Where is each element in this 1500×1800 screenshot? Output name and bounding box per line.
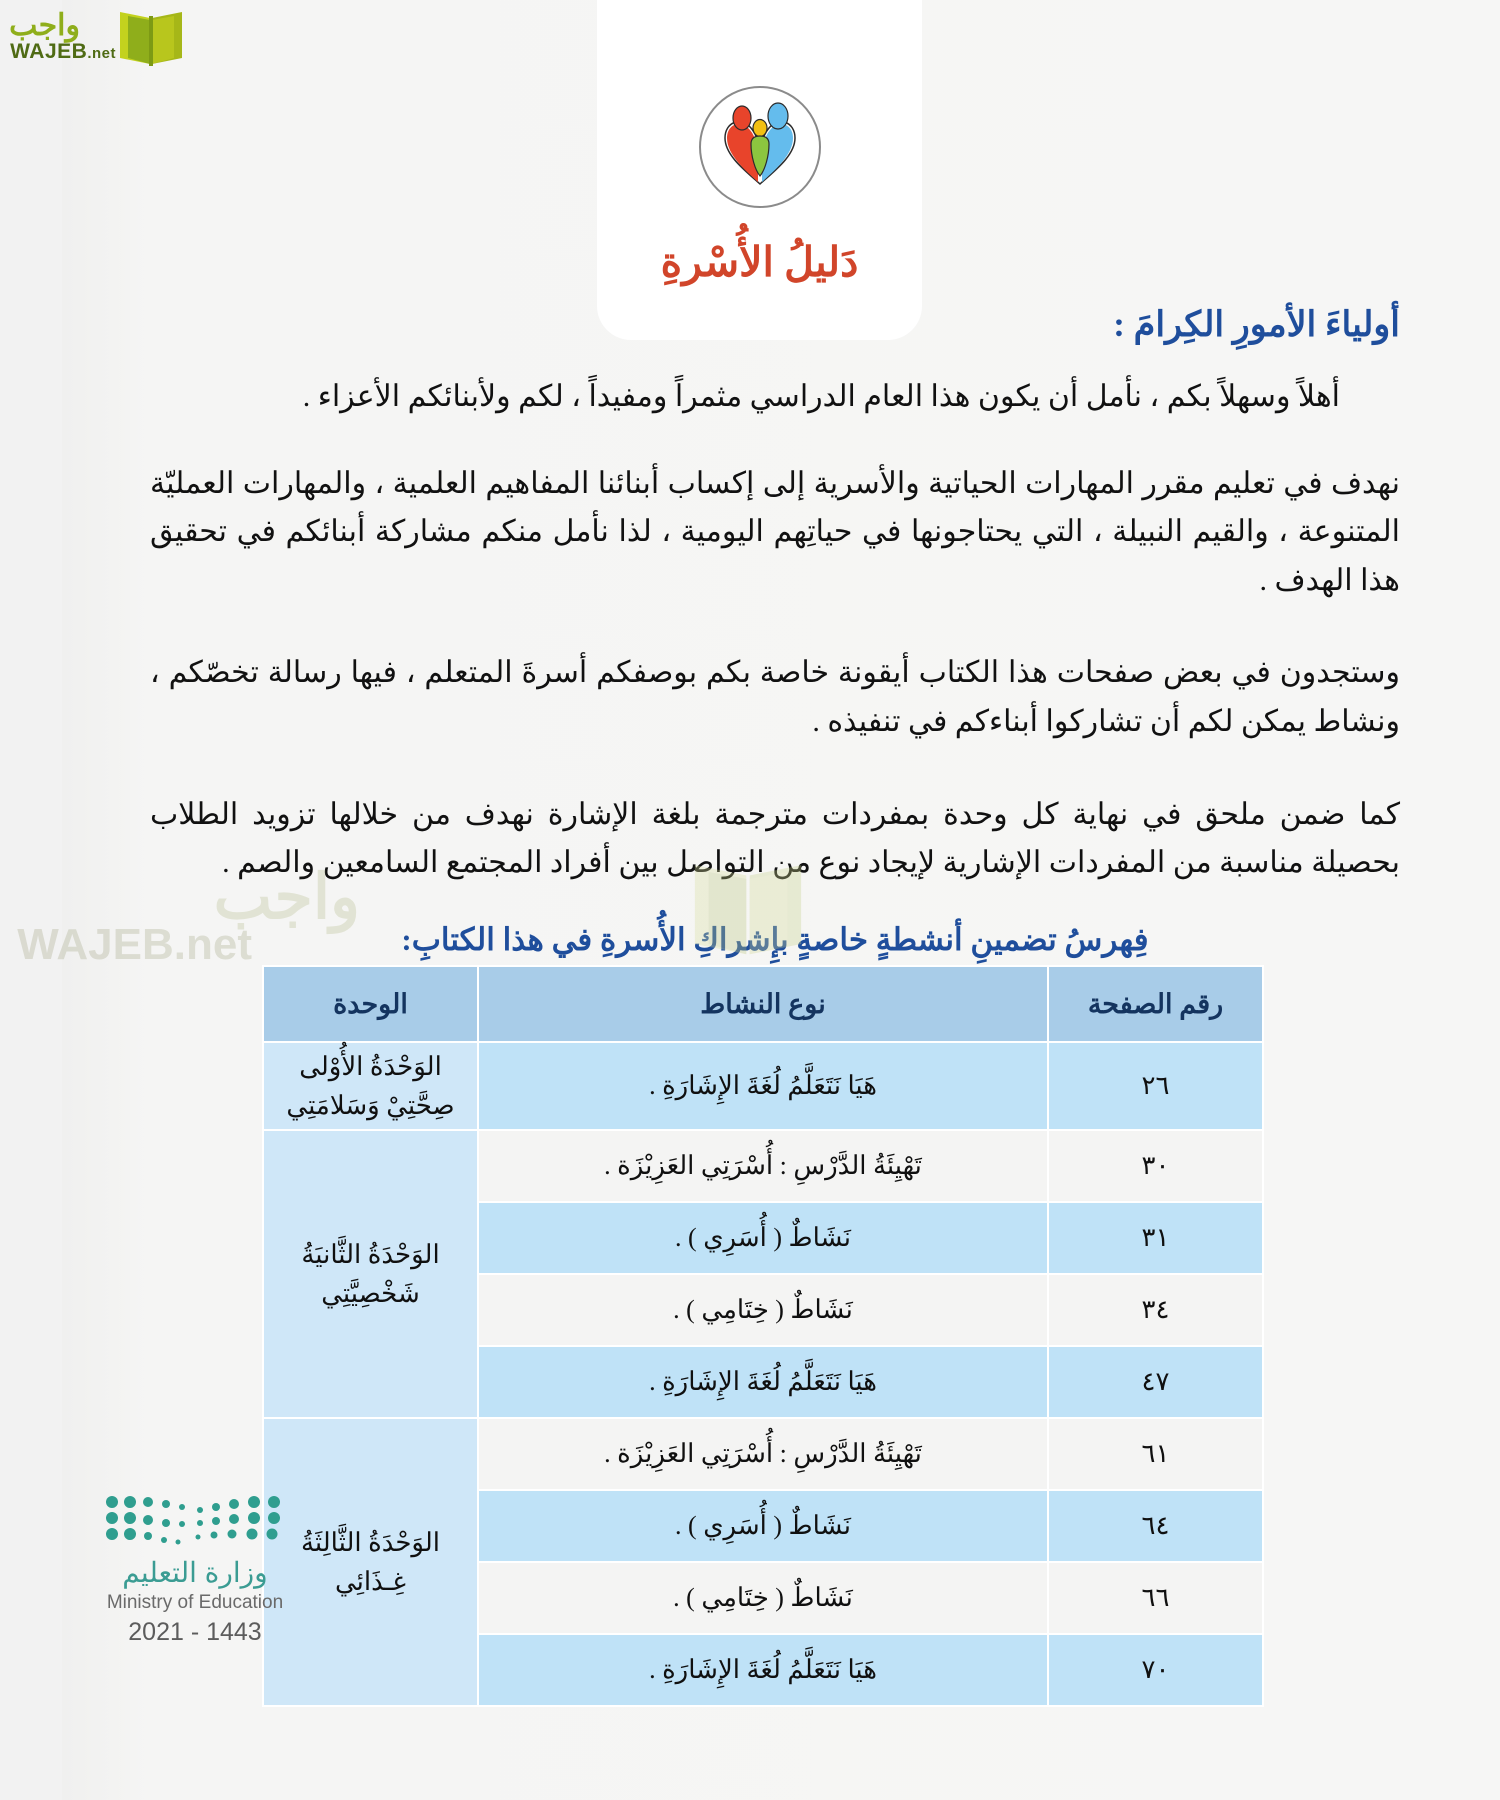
column-header-activity: نوع النشاط (478, 966, 1048, 1042)
cell-page-number: ٤٧ (1048, 1346, 1263, 1418)
letter-paragraph-1: أهلاً وسهلاً بكم ، نأمل أن يكون هذا العام الدراسي مثمراً ومفيداً ، لكم ولأبنائكم الأعزاء . (302, 380, 1340, 413)
cell-page-number: ٢٦ (1048, 1042, 1263, 1130)
cell-activity-type: نَشَاطٌ ( خِتَامِي ) . (478, 1562, 1048, 1634)
cell-activity-type: هَيَا نَتَعَلَّمُ لُغَةَ الإِشَارَةِ . (478, 1042, 1048, 1130)
cell-activity-type: نَشَاطٌ ( أُسَرِي ) . (478, 1490, 1048, 1562)
cell-activity-type: هَيَا نَتَعَلَّمُ لُغَةَ الإِشَارَةِ . (478, 1346, 1048, 1418)
letter-paragraph-4: كما ضمن ملحق في نهاية كل وحدة بمفردات مترجمة بلغة الإشارة نهدف من خلالها تزويد الطلاب بحصيلة مناسبة من المفردات الإشارية لإيجاد نوع من التواصل بين أفراد المجتمع السامعين والصم . (150, 797, 1400, 880)
wajeb-site-logo (8, 6, 188, 68)
cell-page-number: ٣٠ (1048, 1130, 1263, 1202)
family-heart-icon (699, 86, 821, 208)
wajeb-name: WAJEB (10, 40, 88, 63)
ministry-of-education-logo (70, 1490, 320, 1647)
ministry-english-name: Ministry of Education (106, 1592, 284, 1613)
column-header-unit: الوحدة (263, 966, 478, 1042)
table-body (263, 1042, 1263, 1706)
cell-activity-type: تَهْيِئَةُ الدَّرْسِ : أُسْرَتِي العَزِيْزَة . (478, 1130, 1048, 1202)
watermark-english: WAJEB.net (17, 920, 252, 969)
table-row (263, 1042, 1263, 1130)
cell-page-number: ٦٤ (1048, 1490, 1263, 1562)
table-row (263, 1418, 1263, 1490)
cell-page-number: ٣٤ (1048, 1274, 1263, 1346)
cell-unit-name: الوَحْدَةُ الثَّالِثَةُ غِـذَائِي (263, 1418, 478, 1706)
cell-page-number: ٣١ (1048, 1202, 1263, 1274)
family-guide-card (597, 0, 922, 340)
wajeb-english-text (10, 40, 116, 64)
cell-page-number: ٦٦ (1048, 1562, 1263, 1634)
column-header-page: رقم الصفحة (1048, 966, 1263, 1042)
letter-paragraph-2: نهدف في تعليم مقرر المهارات الحياتية والأسرية إلى إكساب أبنائنا المفاهيم العلمية ، والمهارات العمليّة المتنوعة ، والقيم النبيلة ، التي يحتاجونها في حياتِهم اليومية ، لذا نأمل منكم مشاركة أبنائكم في تحقيق هذا الهدف . (150, 466, 1400, 597)
index-heading: فِهرسُ تضمينِ أنشطةٍ خاصةٍ بإِشراكِ الأُسرةِ في هذا الكتابِ: (401, 921, 1149, 957)
cell-page-number: ٧٠ (1048, 1634, 1263, 1706)
watermark-arabic: واجب (213, 863, 360, 932)
table-header-row (263, 966, 1263, 1042)
cell-page-number: ٦١ (1048, 1418, 1263, 1490)
family-activities-table-wrap (264, 965, 1264, 1707)
letter-content (150, 300, 1400, 968)
wajeb-arabic-text: واجب (9, 9, 80, 42)
cell-activity-type: نَشَاطٌ ( أُسَرِي ) . (478, 1202, 1048, 1274)
open-book-icon (116, 8, 186, 66)
letter-paragraph-3: وستجدون في بعض صفحات هذا الكتاب أيقونة خاصة بكم بوصفكم أسرةَ المتعلم ، فيها رسالة تخصّكم ، ونشاط يمكن لكم أن تشاركوا أبناءكم في تنفيذه . (150, 656, 1400, 738)
cell-activity-type: تَهْيِئَةُ الدَّرْسِ : أُسْرَتِي العَزِيْزَة . (478, 1418, 1048, 1490)
letter-salutation: أولياءَ الأمورِ الكِرامَ : (1113, 305, 1400, 344)
cell-activity-type: هَيَا نَتَعَلَّمُ لُغَةَ الإِشَارَةِ . (478, 1634, 1048, 1706)
cell-activity-type: نَشَاطٌ ( خِتَامِي ) . (478, 1274, 1048, 1346)
ministry-arabic-name: وزارة التعليم (122, 1557, 268, 1588)
family-activities-table (262, 965, 1264, 1707)
cell-unit-name: الوَحْدَةُ الأُوْلى صِحَّتِيْ وَسَلامَتِي (263, 1042, 478, 1130)
saudi-moe-dots-icon (100, 1490, 290, 1552)
wajeb-tld: .net (87, 45, 116, 62)
table-head (263, 966, 1263, 1042)
guide-title: دَليلُ الأُسْرةِ (660, 239, 859, 285)
ministry-year: 2021 - 1443 (128, 1618, 262, 1646)
table-row (263, 1130, 1263, 1202)
cell-unit-name: الوَحْدَةُ الثَّانيَةُ شَخْصِيَّتِي (263, 1130, 478, 1418)
